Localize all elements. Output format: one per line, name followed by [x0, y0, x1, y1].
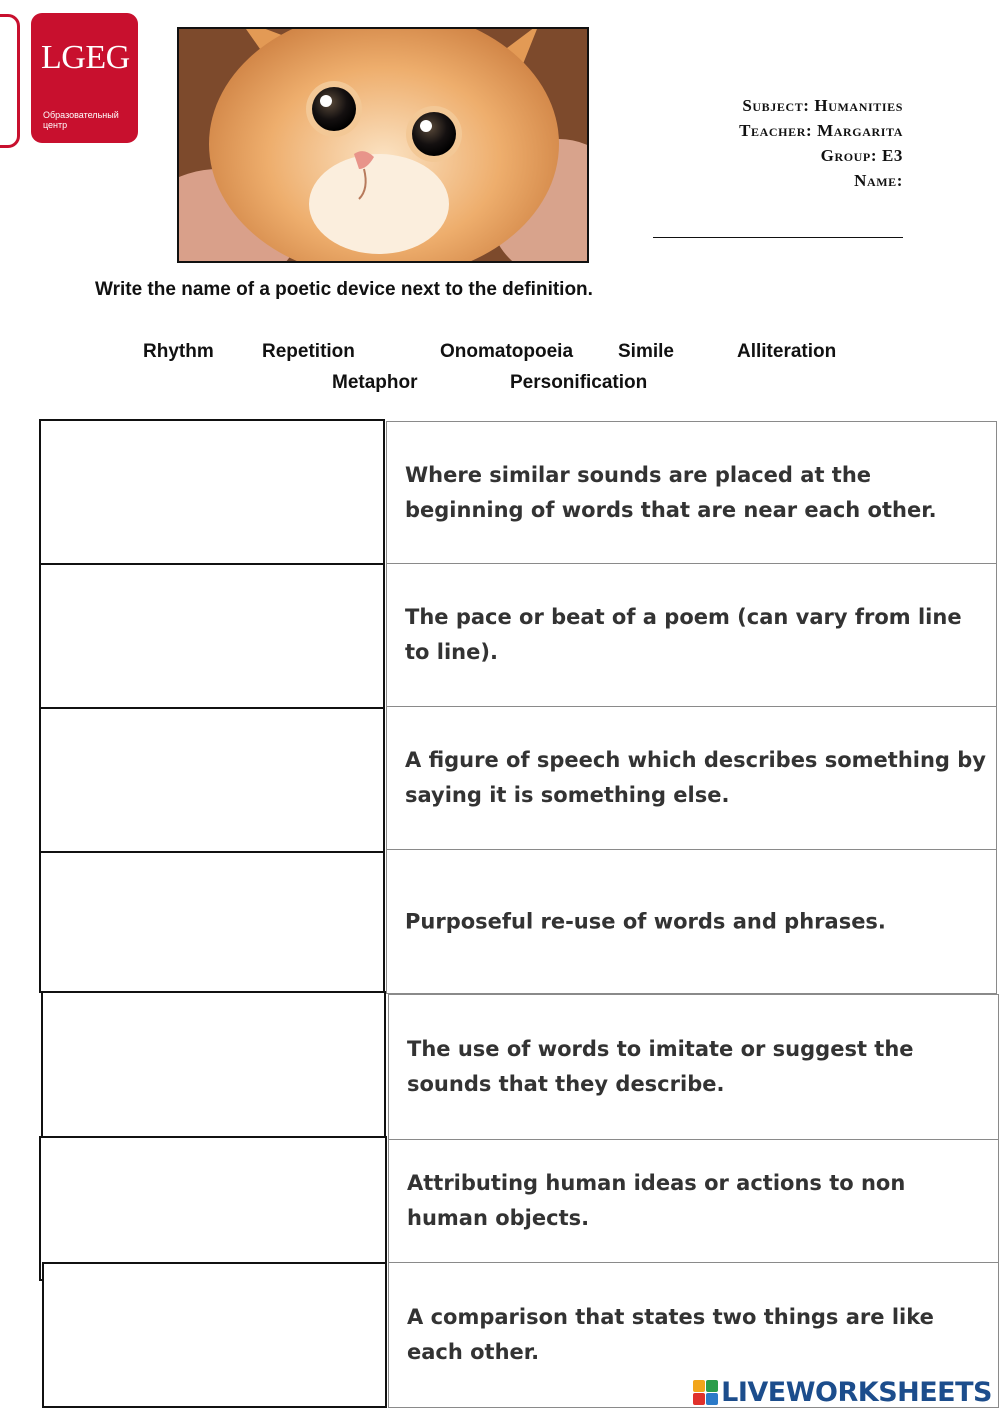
definition-text: Attributing human ideas or actions to non human objects. — [407, 1171, 906, 1230]
liveworksheets-watermark — [693, 1377, 992, 1408]
watermark-text: LIVEWORKSHEETS — [721, 1377, 992, 1408]
word-bank-item: Onomatopoeia — [440, 341, 574, 362]
answer-box[interactable] — [39, 419, 385, 565]
name-input-line[interactable] — [653, 237, 903, 238]
answer-box[interactable] — [42, 1262, 387, 1408]
name-label: Name: — [854, 171, 903, 190]
definition-text: A figure of speech which describes something by saying it is something else. — [405, 748, 986, 807]
word-bank-item: Repetition — [262, 341, 355, 362]
word-bank-item: Rhythm — [143, 341, 214, 362]
definition-text: The use of words to imitate or suggest the sounds that they describe. — [407, 1037, 914, 1096]
logo-subtitle: Образовательный центр — [43, 110, 119, 130]
definition-row — [386, 706, 997, 850]
definition-text: Where similar sounds are placed at the beginning of words that are near each other. — [405, 463, 937, 522]
word-bank-item: Metaphor — [332, 372, 418, 393]
subject-label: Subject: Humanities — [742, 96, 903, 115]
worksheet-meta — [739, 93, 903, 193]
answer-box[interactable] — [39, 1136, 387, 1281]
definition-text: The pace or beat of a poem (can vary from line to line). — [405, 605, 962, 664]
school-logo — [31, 13, 138, 143]
answer-box[interactable] — [41, 991, 386, 1138]
word-bank-item: Personification — [510, 372, 648, 393]
logo-brand: LGEG — [41, 39, 130, 76]
teacher-label: Teacher: Margarita — [739, 121, 903, 140]
definition-row — [388, 1139, 999, 1263]
logo-bracket — [0, 14, 20, 148]
definition-row — [386, 421, 997, 565]
kitten-photo — [177, 27, 589, 263]
definition-text: Purposeful re-use of words and phrases. — [405, 909, 886, 933]
instructions: Write the name of a poetic device next to the definition. — [95, 279, 593, 300]
definition-row — [386, 849, 997, 994]
answer-box[interactable] — [39, 707, 385, 853]
answer-box[interactable] — [39, 563, 385, 709]
answer-box[interactable] — [39, 851, 385, 993]
definition-row — [388, 994, 999, 1140]
liveworksheets-logo-icon — [693, 1380, 718, 1405]
definition-text: A comparison that states two things are like each other. — [407, 1305, 934, 1364]
definition-row — [386, 563, 997, 707]
group-label: Group: E3 — [820, 146, 903, 165]
word-bank-item: Alliteration — [737, 341, 837, 362]
word-bank-item: Simile — [618, 341, 674, 362]
